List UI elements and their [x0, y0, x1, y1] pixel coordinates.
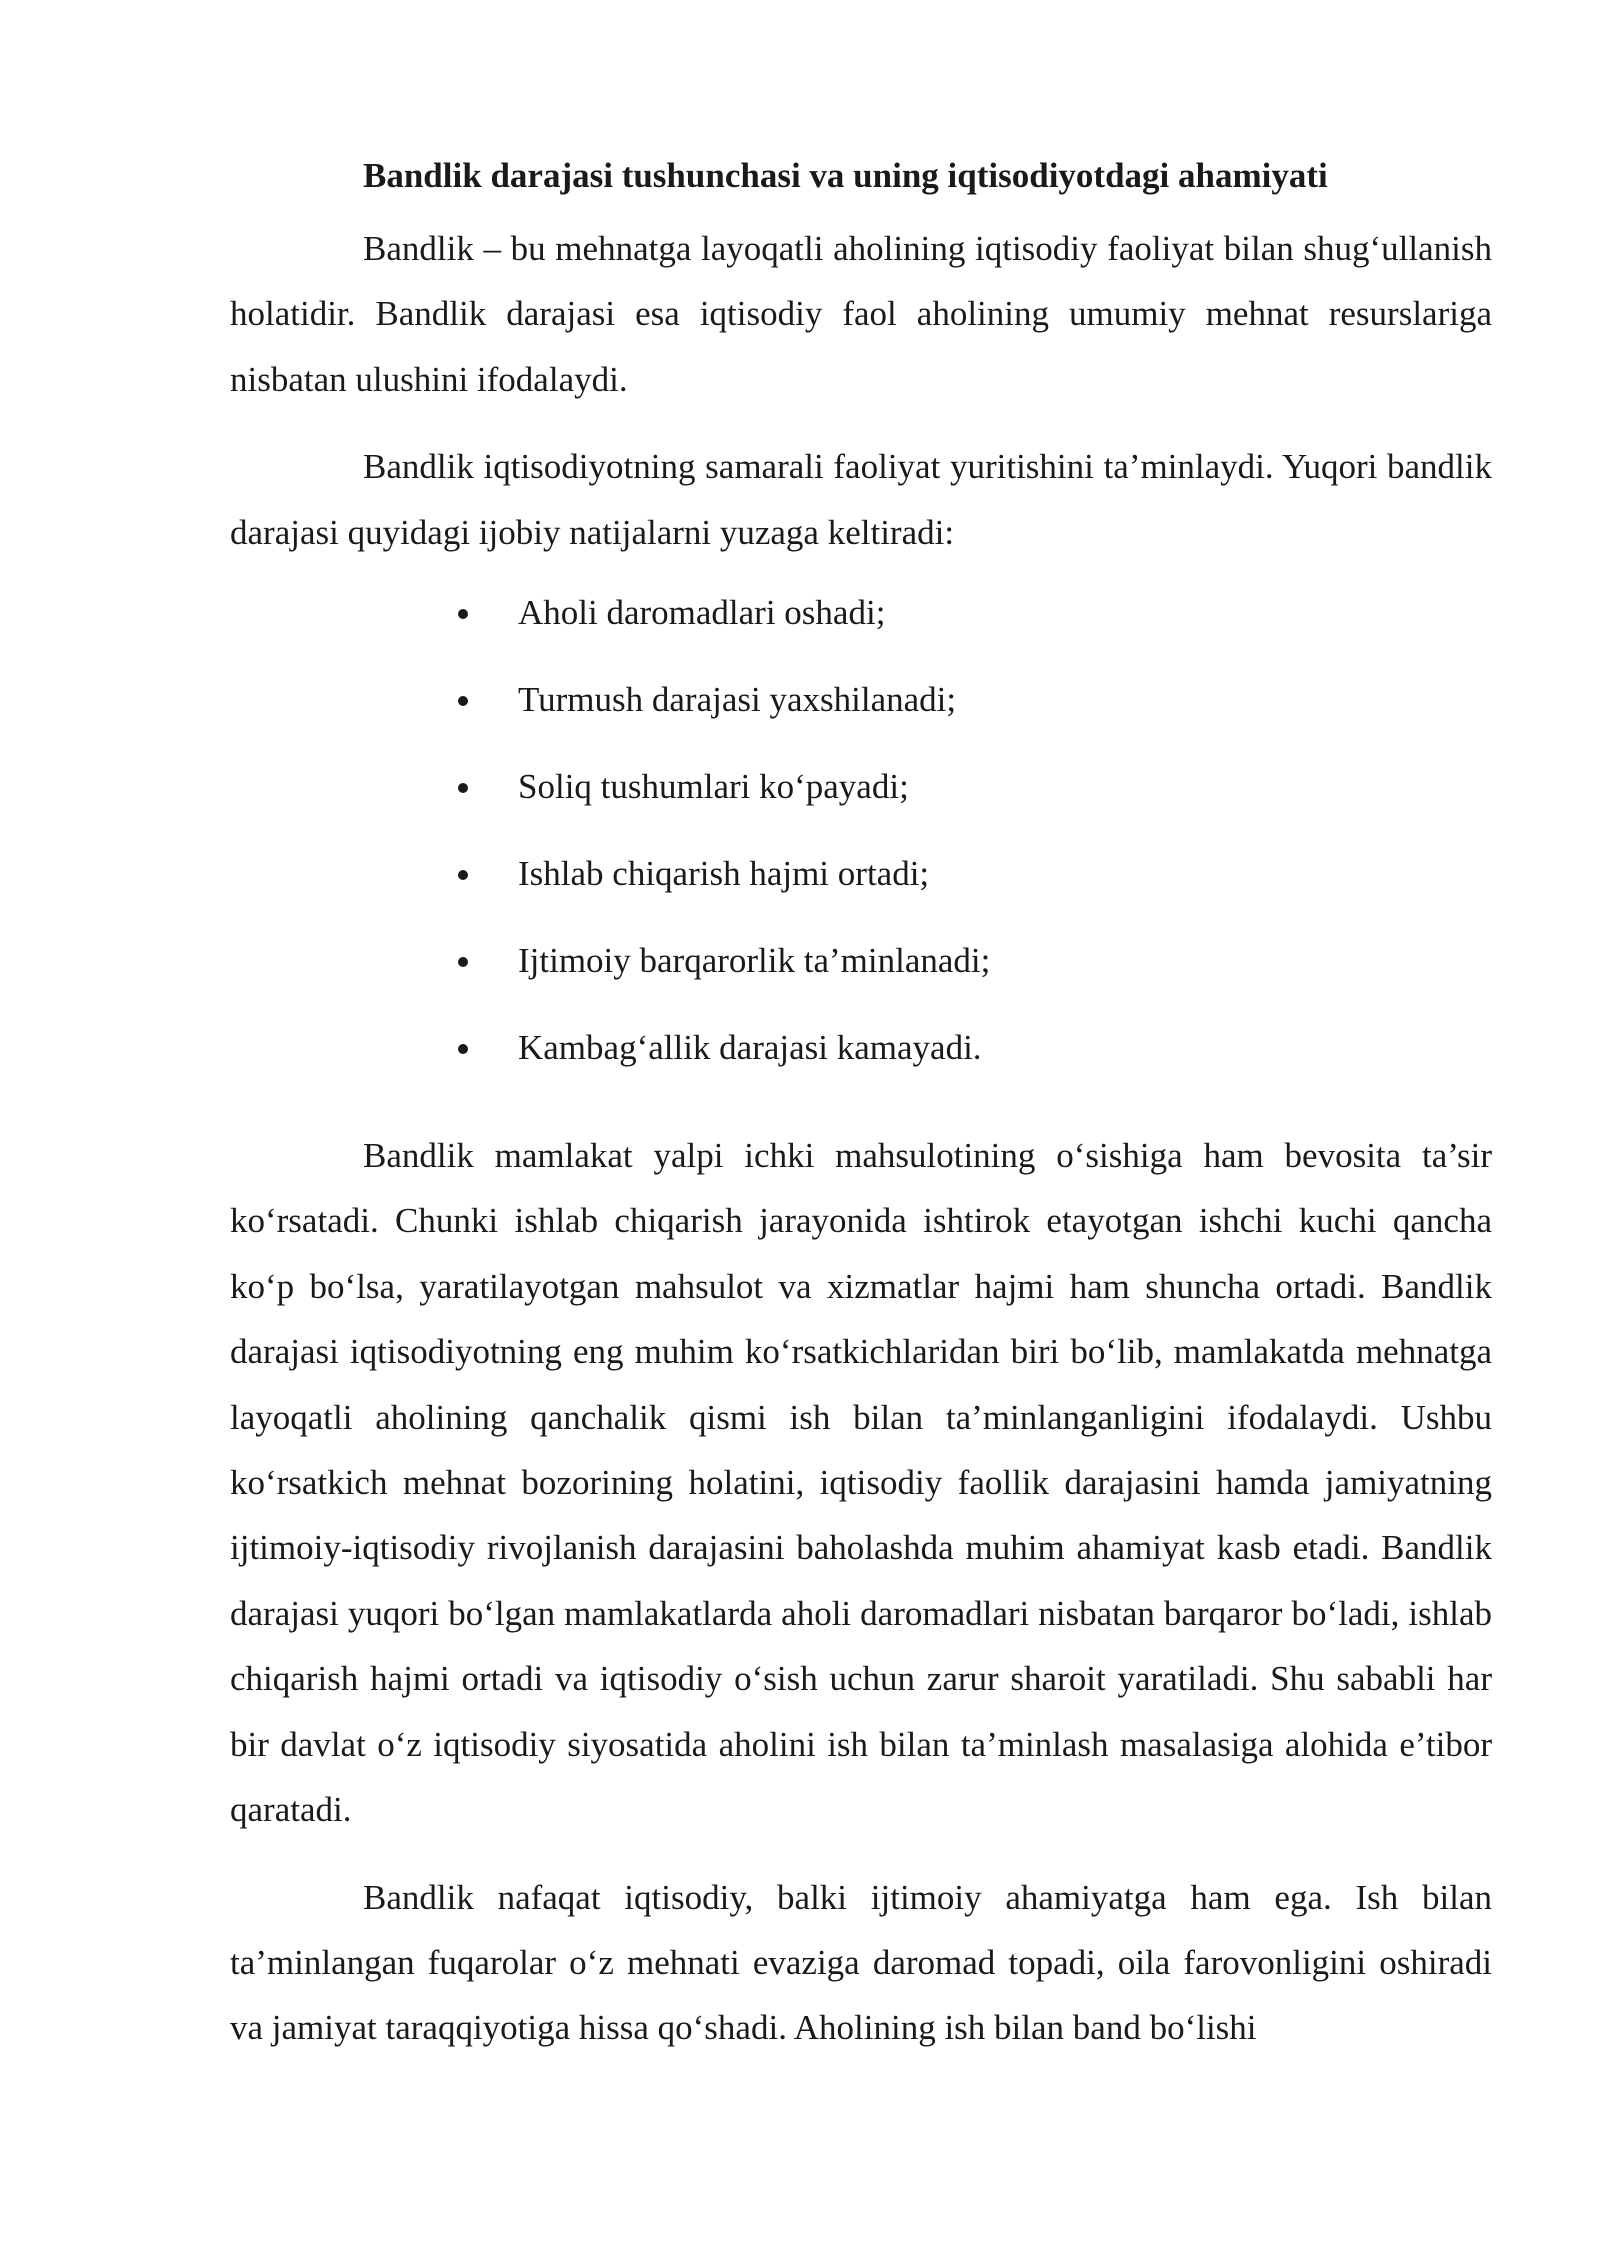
bullet-icon [458, 696, 468, 706]
bullet-icon [458, 957, 468, 967]
bullet-icon [458, 783, 468, 793]
list-item-text: Turmush darajasi yaxshilanadi; [518, 680, 957, 720]
list-item-text: Soliq tushumlari ko‘payadi; [518, 767, 909, 807]
document-title: Bandlik darajasi tushunchasi va uning iqtisodiyotdagi ahamiyati [363, 156, 1328, 195]
paragraph-importance: Bandlik iqtisodiyotning samarali faoliyat yuritishini ta’minlaydi. Yuqori bandlik darajasi quyidagi ijobiy natijalarni yuzaga keltiradi: [230, 447, 1492, 552]
list-item [230, 587, 1492, 674]
paragraph-social-impact: Bandlik nafaqat iqtisodiy, balki ijtimoiy ahamiyatga ham ega. Ish bilan ta’minlangan fuqarolar o‘z mehnati evaziga daromad topadi, oila farovonligini oshiradi va jamiyat taraqqiyotiga hissa qo‘shadi. Aholining ish bilan band bo‘lishi [230, 1877, 1492, 2048]
benefits-list [230, 587, 1492, 1109]
document-page [230, 150, 1492, 2083]
paragraph-gdp-impact: Bandlik mamlakat yalpi ichki mahsulotining o‘sishiga ham bevosita ta’sir ko‘rsatadi. Chunki ishlab chiqarish jarayonida ishtirok etayotgan ishchi kuchi qancha ko‘p bo‘lsa, yaratilayotgan mahsulot va xizmatlar hajmi ham shuncha ortadi. Bandlik darajasi iqtisodiyotning eng muhim ko‘rsatkichlaridan biri bo‘lib, mamlakatda mehnatga layoqatli aholining qanchalik qismi ish bilan ta’minlanganligini ifodalaydi. Ushbu ko‘rsatkich mehnat bozorining holatini, iqtisodiy faollik darajasini hamda jamiyatning ijtimoiy-iqtisodiy rivojlanish darajasini baholashda muhim ahamiyat kasb etadi. Bandlik darajasi yuqori bo‘lgan mamlakatlarda aholi daromadlari nisbatan barqaror bo‘ladi, ishlab chiqarish hajmi ortadi va iqtisodiy o‘sish uchun zarur sharoit yaratiladi. Shu sababli har bir davlat o‘z iqtisodiy siyosatida aholini ish bilan ta’minlash masalasiga alohida e’tibor qaratadi. [230, 1136, 1492, 1830]
list-item [230, 848, 1492, 935]
list-item-text: Ijtimoiy barqarorlik ta’minlanadi; [518, 941, 991, 981]
list-item [230, 1022, 1492, 1109]
bullet-icon [458, 870, 468, 880]
list-item-text: Kambag‘allik darajasi kamayadi. [518, 1028, 982, 1068]
list-item [230, 761, 1492, 848]
bullet-icon [458, 609, 468, 619]
list-item-text: Ishlab chiqarish hajmi ortadi; [518, 854, 930, 894]
list-item [230, 935, 1492, 1022]
paragraph-definition: Bandlik – bu mehnatga layoqatli aholining iqtisodiy faoliyat bilan shug‘ullanish holatidir. Bandlik darajasi esa iqtisodiy faol aholining umumiy mehnat resurslariga nisbatan ulushini ifodalaydi. [230, 229, 1492, 399]
bullet-icon [458, 1044, 468, 1054]
list-item-text: Aholi daromadlari oshadi; [518, 593, 886, 633]
list-item [230, 674, 1492, 761]
